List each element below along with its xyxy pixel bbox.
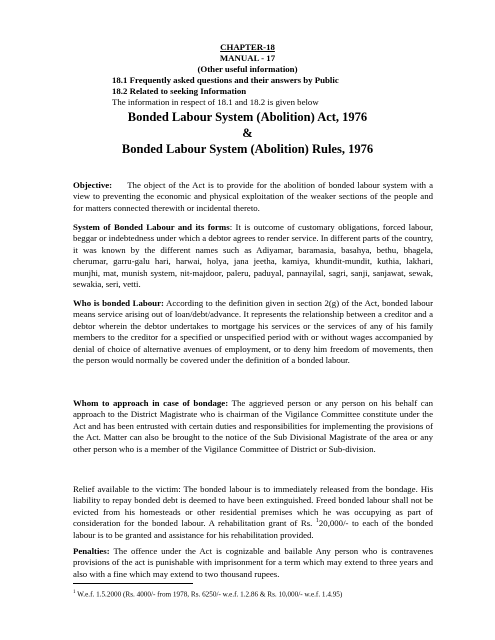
whom-paragraph [73,398,433,455]
who-heading: Who is bonded Labour: [73,298,164,308]
penalties-paragraph [73,546,433,580]
system-heading: System of Bonded Labour and its forms [73,222,230,232]
act-title: Bonded Labour System (Abolition) Act, 1976 [127,110,368,124]
relief-text-before: Relief available to the victim: The bonded labour is to immediately released from the bondage. His liability to repay bonded debt is deemed to have been extinguished. Freed bonded labour shall not be evicted from his homesteads or other residential premises which he was occupying as part of consideration for the bonded labour. A rehabilitation grant of Rs. [73,484,433,529]
rules-title: Bonded Labour System (Abolition) Rules, 1976 [121,142,374,156]
footnote-divider [73,583,193,584]
penalties-text: The offence under the Act is cognizable and bailable Any person who is contravenes provisions of the act is punishable with imprisonment for a term which may extend to three years and also with a fine which may extend to two thousand rupees. [73,546,434,579]
relief-paragraph [73,484,433,541]
footnote-reference[interactable]: 1 [315,518,319,525]
chapter-heading: CHAPTER-18 [220,42,275,52]
who-text: According to the definition given in section 2(g) of the Act, bonded labour means service arising out of loan/debt/advance. It represents the relationship between a creditor and a debtor wherein the debtor undertakes to mortgage his services or the services of any of his family members to the creditor for a specified or unspecified period with or without wages accompanied by denial of choice of alternative avenues of employment, or to deny him freedom of movements, then the person would normally be covered under the definition of a bonded labour. [73,298,433,366]
objective-text: The object of the Act is to provide for the abolition of bonded labour system with a view to preventing the economic and physical exploitation of the weaker sections of the people and for matters connected therewith or incidental thereto. [73,180,433,213]
whom-heading: Whom to approach in case of bondage: [73,398,229,408]
item-18-2: 18.2 Related to seeking Information [112,86,247,96]
objective-paragraph [73,180,433,214]
item-18-1: 18.1 Frequently asked questions and their answers by Public [112,75,339,85]
footnote-text: W.e.f. 1.5.2000 (Rs. 4000/- from 1978, Rs. 6250/- w.e.f. 1.2.86 & Rs. 10,000/- w.e.f. 1.4.95) [77,590,343,599]
ampersand: & [242,126,253,140]
footnote [73,588,433,599]
who-paragraph [73,298,433,366]
info-note: The information in respect of 18.1 and 18.2 is given below [112,97,319,107]
system-text: : It is outcome of customary obligations, forced labour, beggar or indebtedness under which a debtor agrees to render service. In different parts of the country, it was known by the different names such as Adiyamar, baramasia, basahya, bethu, bhagela, cherumar, garru-galu hari, harwai, holya, jana jeetha, kamiya, khundit-mundit, kuthia, lakhari, munjhi, mat, munish system, nit-majdoor, paleru, paduyal, pannayilal, sagri, sanji, sanjawat, sewak, sewakia, seri, vetti. [73,222,434,290]
manual-heading: MANUAL - 17 [219,53,276,63]
penalties-heading: Penalties: [73,546,110,556]
system-paragraph [73,222,433,290]
whom-text: The aggrieved person or any person on his behalf can approach to the District Magistrate who is chairman of the Vigilance Committee constitute under the Act and has been entrusted with certain duties and responsibilities for implementing the provisions of the Act. Matter can also be brought to the notice of the Sub Divisional Magistrate of the area or any other person who is a member of the Vigilance Committee of District or Sub-division. [73,398,433,454]
footnote-marker: 1 [73,590,76,595]
objective-heading: Objective: [73,180,113,190]
other-info-heading: (Other useful information) [197,64,298,74]
relief-text-after: 20,000/- to each of the bonded labour is to be granted and assistance for his rehabilitation provided. [73,518,433,540]
